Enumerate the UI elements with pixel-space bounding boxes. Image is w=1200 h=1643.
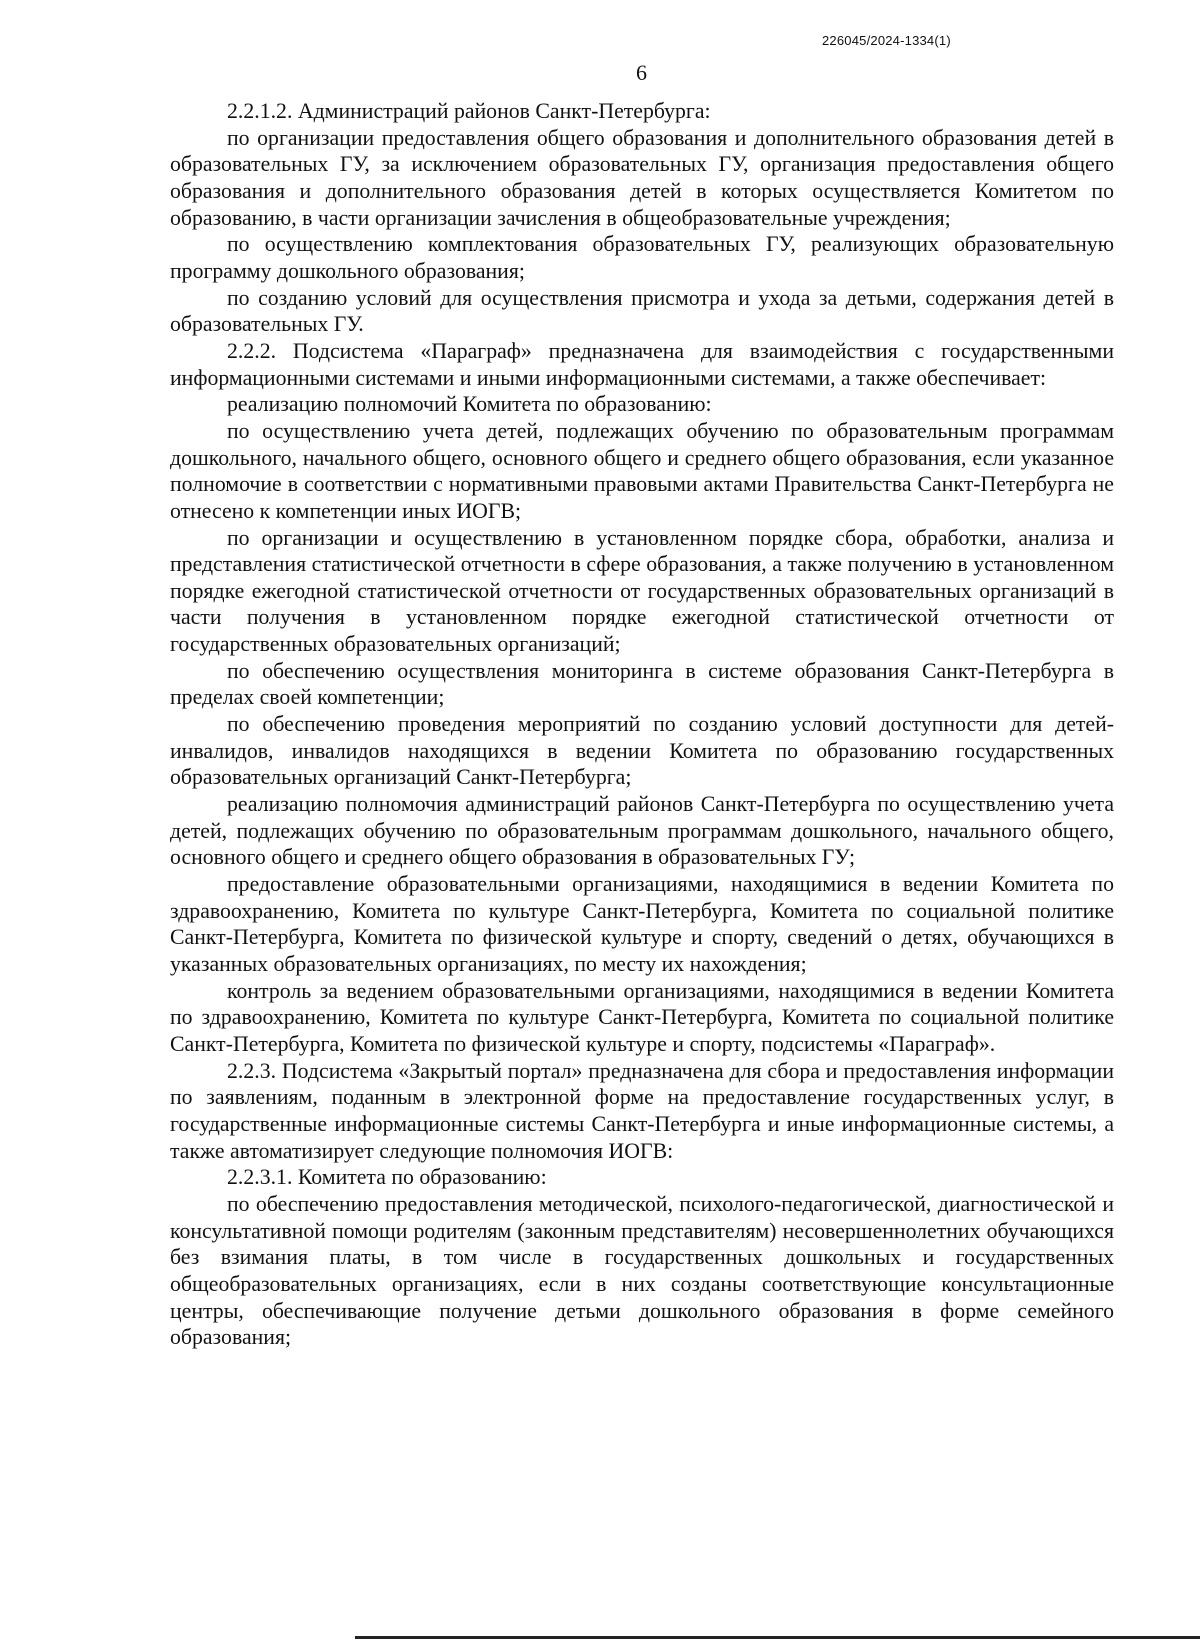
paragraph: по обеспечению предоставления методической, психолого-педагогической, диагностической и консультативной помощи родителям (законным представителям) несовершеннолетних обучающихся без взимания платы, в том числе в государственных дошкольных и государственных общеобразовательных организациях, если в них созданы соответствующие консультационные центры, обеспечивающие получение детьми дошкольного образования в форме семейного образования; [170,1191,1114,1350]
paragraph: 2.2.3.1. Комитета по образованию: [227,1165,547,1190]
paragraph: по организации и осуществлению в установленном порядке сбора, обработки, анализа и представления статистической отчетности в сфере образования, а также получению в установленном порядке ежегодной статистической отчетности от государственных образовательных организаций в части получения в установленном порядке ежегодной статистической отчетности от государственных образовательных организаций; [170,525,1114,657]
paragraph: 2.2.3. Подсистема «Закрытый портал» предназначена для сбора и предоставления информации по заявлениям, поданным в электронной форме на предоставление государственных услуг, в государственные информационные системы Санкт-Петербурга и иные информационные системы, а также автоматизирует следующие полномочия ИОГВ: [170,1058,1114,1163]
page-number: 6 [636,60,647,85]
document-registration-number: 226045/2024-1334(1) [822,33,951,48]
paragraph: контроль за ведением образовательными организациями, находящимися в ведении Комитета по здравоохранению, Комитета по культуре Санкт-Петербурга, Комитета по социальной политике Санкт-Петербурга, Комитета по физической культуре и спорту, подсистемы «Параграф». [170,978,1114,1056]
footer-divider [355,1636,1200,1639]
paragraph: реализацию полномочий Комитета по образованию: [227,392,712,417]
paragraph: реализацию полномочия администраций районов Санкт-Петербурга по осуществлению учета детей, подлежащих обучению по образовательным программам дошкольного, начального общего, основного общего и среднего общего образования в образовательных ГУ; [170,792,1114,870]
document-body [170,98,1114,1351]
paragraph: предоставление образовательными организациями, находящимися в ведении Комитета по здравоохранению, Комитета по культуре Санкт-Петербурга, Комитета по социальной политике Санкт-Петербурга, Комитета по физической культуре и спорту, сведений о детях, обучающихся в указанных образовательных организациях, по месту их нахождения; [170,872,1114,976]
paragraph: по обеспечению проведения мероприятий по созданию условий доступности для детей-инвалидов, инвалидов находящихся в ведении Комитета по образованию государственных образовательных организаций Санкт-Петербурга; [170,712,1114,790]
paragraph: по обеспечению осуществления мониторинга в системе образования Санкт-Петербурга в пределах своей компетенции; [170,658,1114,710]
paragraph: 2.2.2. Подсистема «Параграф» предназначена для взаимодействия с государственными информационными системами и иными информационными системами, а также обеспечивает: [170,338,1114,390]
paragraph: по осуществлению учета детей, подлежащих обучению по образовательным программам дошкольного, начального общего, основного общего и среднего общего образования, если указанное полномочие в соответствии с нормативными правовыми актами Правительства Санкт-Петербурга не отнесено к компетенции иных ИОГВ; [170,418,1114,523]
paragraph: по организации предоставления общего образования и дополнительного образования детей в образовательных ГУ, за исключением образовательных ГУ, организация предоставления общего образования и дополнительного образования детей в которых осуществляется Комитетом по образованию, в части организации зачисления в общеобразовательные учреждения; [170,125,1114,230]
paragraph: 2.2.1.2. Администраций районов Санкт-Петербурга: [227,99,711,123]
paragraph: по созданию условий для осуществления присмотра и ухода за детьми, содержания детей в образовательных ГУ. [170,285,1114,337]
paragraph: по осуществлению комплектования образовательных ГУ, реализующих образовательную программу дошкольного образования; [170,232,1114,283]
